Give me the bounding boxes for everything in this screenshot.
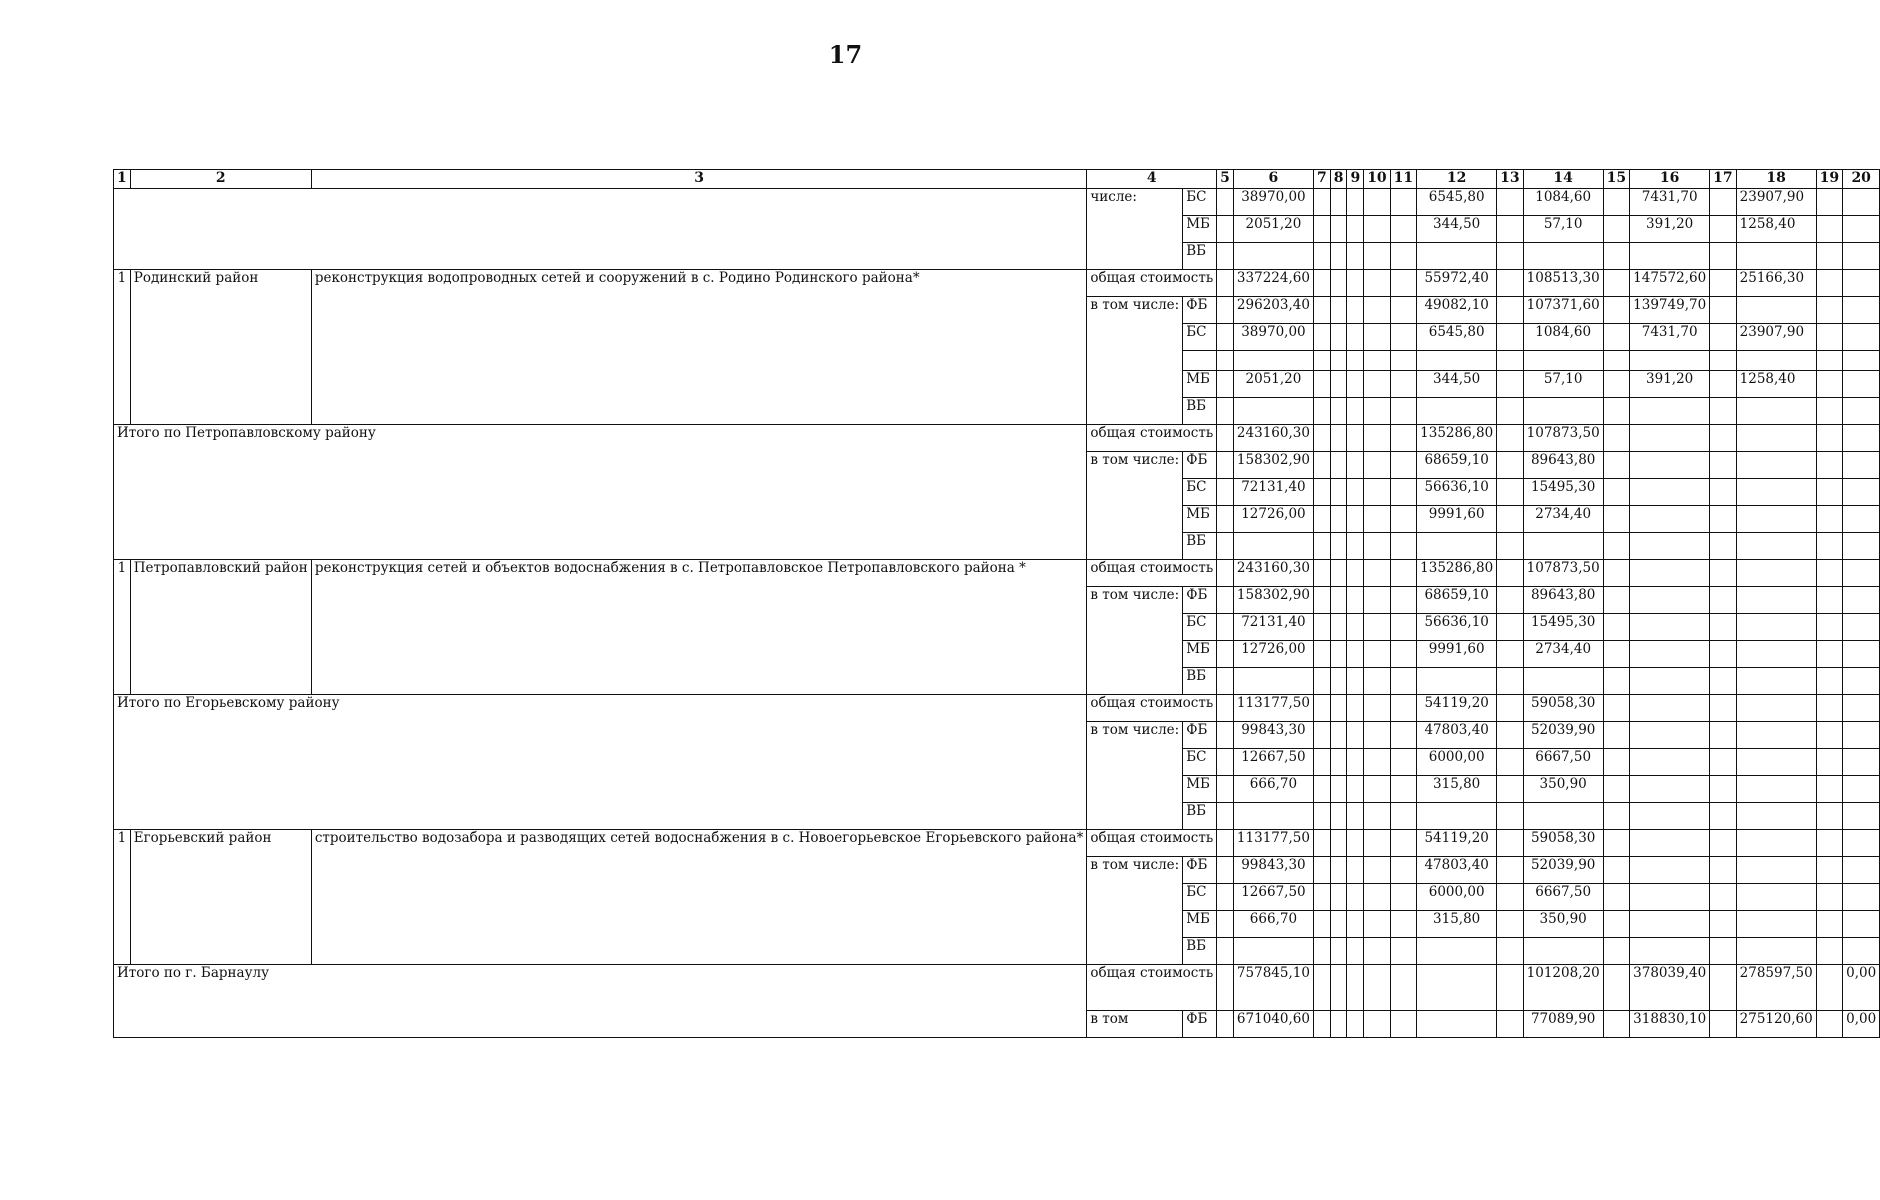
project-name: строительство водозабора и разводящих сетей водоснабжения в с. Новоегорьевское Егорьевского района* <box>311 830 1087 965</box>
value-cell: 54119,20 <box>1417 695 1497 722</box>
value-cell: 68659,10 <box>1417 587 1497 614</box>
value-cell: 158302,90 <box>1233 587 1313 614</box>
source-label: БС <box>1183 884 1217 911</box>
value-cell: 101208,20 <box>1523 965 1603 1011</box>
source-label: ФБ <box>1183 857 1217 884</box>
source-label: БС <box>1183 614 1217 641</box>
incl-label: в том числе: <box>1087 452 1183 560</box>
incl-label: в том числе: <box>1087 722 1183 830</box>
value-cell: 72131,40 <box>1233 479 1313 506</box>
value-cell: 59058,30 <box>1523 830 1603 857</box>
district-name: Родинский район <box>130 270 311 425</box>
header-cell: 19 <box>1816 170 1842 189</box>
table-row <box>114 270 1880 297</box>
header-cell: 14 <box>1523 170 1603 189</box>
value-cell: 12667,50 <box>1233 749 1313 776</box>
value-cell: 38970,00 <box>1233 189 1313 216</box>
header-cell: 12 <box>1417 170 1497 189</box>
source-label: ФБ <box>1183 587 1217 614</box>
incl-label: в том числе: <box>1087 857 1183 965</box>
value-cell: 344,50 <box>1417 216 1497 243</box>
value-cell: 378039,40 <box>1630 965 1710 1011</box>
row-number: 1 <box>114 560 131 695</box>
source-label: ФБ <box>1183 1011 1217 1038</box>
value-cell: 23907,90 <box>1736 324 1816 351</box>
value-cell: 391,20 <box>1630 216 1710 243</box>
total-cost-label: общая стоимость <box>1087 830 1217 857</box>
value-cell: 54119,20 <box>1417 830 1497 857</box>
value-cell: 666,70 <box>1233 911 1313 938</box>
source-label: ВБ <box>1183 938 1217 965</box>
source-label: ФБ <box>1183 297 1217 324</box>
value-cell: 57,10 <box>1523 216 1603 243</box>
value-cell: 47803,40 <box>1417 722 1497 749</box>
section-total-title: Итого по г. Барнаулу <box>114 965 1087 1038</box>
value-cell: 89643,80 <box>1523 587 1603 614</box>
page-number: 17 <box>828 40 863 69</box>
value-cell: 296203,40 <box>1233 297 1313 324</box>
source-label: ВБ <box>1183 668 1217 695</box>
value-cell: 77089,90 <box>1523 1011 1603 1038</box>
value-cell: 275120,60 <box>1736 1011 1816 1038</box>
value-cell: 1258,40 <box>1736 216 1816 243</box>
value-cell: 12726,00 <box>1233 641 1313 668</box>
value-cell: 15495,30 <box>1523 479 1603 506</box>
table-row <box>114 830 1880 857</box>
value-cell: 0,00 <box>1843 965 1880 1011</box>
source-label: МБ <box>1183 641 1217 668</box>
value-cell: 113177,50 <box>1233 695 1313 722</box>
value-cell: 52039,90 <box>1523 722 1603 749</box>
source-label: МБ <box>1183 506 1217 533</box>
section-total-title: Итого по Егорьевскому району <box>114 695 1087 830</box>
total-cost-label: общая стоимость <box>1087 270 1217 297</box>
value-cell: 56636,10 <box>1417 479 1497 506</box>
incl-label: числе: <box>1087 189 1183 270</box>
value-cell: 9991,60 <box>1417 641 1497 668</box>
value-cell: 0,00 <box>1843 1011 1880 1038</box>
header-cell: 16 <box>1630 170 1710 189</box>
district-name: Петропавловский район <box>130 560 311 695</box>
value-cell: 315,80 <box>1417 911 1497 938</box>
total-cost-label: общая стоимость <box>1087 425 1217 452</box>
value-cell: 1084,60 <box>1523 189 1603 216</box>
header-cell: 8 <box>1330 170 1347 189</box>
table-row <box>114 965 1880 1011</box>
value-cell: 1258,40 <box>1736 371 1816 398</box>
header-cell: 6 <box>1233 170 1313 189</box>
source-label: ВБ <box>1183 398 1217 425</box>
source-label: МБ <box>1183 776 1217 803</box>
incl-label: в том числе: <box>1087 587 1183 695</box>
value-cell: 2734,40 <box>1523 641 1603 668</box>
continuation-cell <box>114 189 1087 270</box>
table-row <box>114 189 1880 216</box>
value-cell: 671040,60 <box>1233 1011 1313 1038</box>
value-cell: 344,50 <box>1417 371 1497 398</box>
source-label: БС <box>1183 479 1217 506</box>
header-cell: 20 <box>1843 170 1880 189</box>
value-cell: 666,70 <box>1233 776 1313 803</box>
header-cell: 1 <box>114 170 131 189</box>
value-cell: 7431,70 <box>1630 189 1710 216</box>
header-cell: 7 <box>1313 170 1330 189</box>
header-cell: 3 <box>311 170 1087 189</box>
value-cell: 59058,30 <box>1523 695 1603 722</box>
source-label: МБ <box>1183 911 1217 938</box>
header-cell: 4 <box>1087 170 1217 189</box>
value-cell: 337224,60 <box>1233 270 1313 297</box>
value-cell: 243160,30 <box>1233 560 1313 587</box>
value-cell: 6667,50 <box>1523 884 1603 911</box>
value-cell: 38970,00 <box>1233 324 1313 351</box>
header-cell: 10 <box>1364 170 1390 189</box>
value-cell: 315,80 <box>1417 776 1497 803</box>
header-cell: 5 <box>1217 170 1234 189</box>
source-label: ВБ <box>1183 533 1217 560</box>
source-label: БС <box>1183 749 1217 776</box>
value-cell: 68659,10 <box>1417 452 1497 479</box>
table-row <box>114 425 1880 452</box>
financing-table <box>113 169 1880 1038</box>
value-cell: 52039,90 <box>1523 857 1603 884</box>
value-cell: 55972,40 <box>1417 270 1497 297</box>
value-cell: 57,10 <box>1523 371 1603 398</box>
value-cell: 2734,40 <box>1523 506 1603 533</box>
value-cell: 350,90 <box>1523 911 1603 938</box>
value-cell: 147572,60 <box>1630 270 1710 297</box>
header-cell: 13 <box>1497 170 1523 189</box>
header-cell: 9 <box>1347 170 1364 189</box>
value-cell: 139749,70 <box>1630 297 1710 324</box>
value-cell: 2051,20 <box>1233 371 1313 398</box>
section-total-title: Итого по Петропавловскому району <box>114 425 1087 560</box>
source-label: ФБ <box>1183 452 1217 479</box>
value-cell: 47803,40 <box>1417 857 1497 884</box>
value-cell: 89643,80 <box>1523 452 1603 479</box>
header-cell: 2 <box>130 170 311 189</box>
total-cost-label: общая стоимость <box>1087 965 1217 1011</box>
value-cell: 243160,30 <box>1233 425 1313 452</box>
value-cell: 15495,30 <box>1523 614 1603 641</box>
project-name: реконструкция водопроводных сетей и сооружений в с. Родино Родинского района* <box>311 270 1087 425</box>
value-cell <box>1736 297 1816 324</box>
value-cell: 6667,50 <box>1523 749 1603 776</box>
row-number: 1 <box>114 830 131 965</box>
value-cell: 7431,70 <box>1630 324 1710 351</box>
value-cell: 318830,10 <box>1630 1011 1710 1038</box>
incl-label: в том числе: <box>1087 297 1183 425</box>
header-cell: 17 <box>1710 170 1736 189</box>
value-cell: 12726,00 <box>1233 506 1313 533</box>
value-cell: 25166,30 <box>1736 270 1816 297</box>
value-cell: 1084,60 <box>1523 324 1603 351</box>
table-row <box>114 560 1880 587</box>
header-cell: 15 <box>1603 170 1629 189</box>
source-label: МБ <box>1183 371 1217 398</box>
source-label: МБ <box>1183 216 1217 243</box>
value-cell: 135286,80 <box>1417 425 1497 452</box>
value-cell: 6000,00 <box>1417 884 1497 911</box>
header-cell: 18 <box>1736 170 1816 189</box>
value-cell: 2051,20 <box>1233 216 1313 243</box>
incl-label: в том <box>1087 1011 1183 1038</box>
value-cell: 72131,40 <box>1233 614 1313 641</box>
value-cell: 6545,80 <box>1417 324 1497 351</box>
value-cell: 108513,30 <box>1523 270 1603 297</box>
value-cell: 350,90 <box>1523 776 1603 803</box>
value-cell: 278597,50 <box>1736 965 1816 1011</box>
value-cell: 12667,50 <box>1233 884 1313 911</box>
value-cell: 113177,50 <box>1233 830 1313 857</box>
row-number: 1 <box>114 270 131 425</box>
value-cell: 99843,30 <box>1233 857 1313 884</box>
source-label: ВБ <box>1183 803 1217 830</box>
value-cell: 135286,80 <box>1417 560 1497 587</box>
value-cell: 107873,50 <box>1523 425 1603 452</box>
total-cost-label: общая стоимость <box>1087 560 1217 587</box>
value-cell: 158302,90 <box>1233 452 1313 479</box>
source-label: ФБ <box>1183 722 1217 749</box>
source-label: ВБ <box>1183 243 1217 270</box>
value-cell: 6545,80 <box>1417 189 1497 216</box>
value-cell: 99843,30 <box>1233 722 1313 749</box>
source-label: БС <box>1183 189 1217 216</box>
value-cell: 757845,10 <box>1233 965 1313 1011</box>
value-cell: 23907,90 <box>1736 189 1816 216</box>
value-cell: 9991,60 <box>1417 506 1497 533</box>
value-cell: 107873,50 <box>1523 560 1603 587</box>
source-label: БС <box>1183 324 1217 351</box>
value-cell: 6000,00 <box>1417 749 1497 776</box>
header-row <box>114 170 1880 189</box>
header-cell: 11 <box>1390 170 1416 189</box>
project-name: реконструкция сетей и объектов водоснабжения в с. Петропавловское Петропавловского района * <box>311 560 1087 695</box>
total-cost-label: общая стоимость <box>1087 695 1217 722</box>
district-name: Егорьевский район <box>130 830 311 965</box>
value-cell: 49082,10 <box>1417 297 1497 324</box>
table-row <box>114 695 1880 722</box>
value-cell: 107371,60 <box>1523 297 1603 324</box>
value-cell: 56636,10 <box>1417 614 1497 641</box>
value-cell: 391,20 <box>1630 371 1710 398</box>
